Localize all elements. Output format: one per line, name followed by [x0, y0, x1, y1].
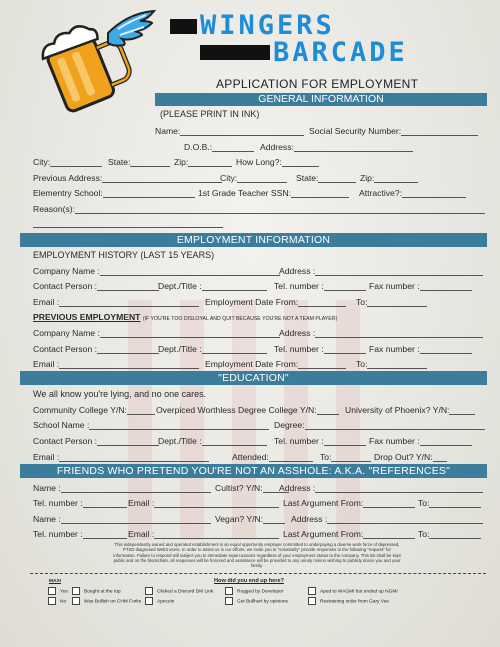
option-apecoin[interactable]: Apecoin: [145, 597, 174, 605]
tel-number-input[interactable]: [324, 282, 366, 291]
elementary-school-input[interactable]: [103, 189, 195, 198]
employment-history-heading: EMPLOYMENT HISTORY (LAST 15 YEARS): [33, 250, 215, 260]
edu-to-input[interactable]: [331, 453, 371, 462]
checkbox[interactable]: [308, 597, 316, 605]
overpriced-degree-input[interactable]: [317, 406, 339, 415]
university-phoenix-input[interactable]: [449, 406, 475, 415]
ref1-to-field: To:: [418, 498, 481, 508]
prev-company-address-field: Address :: [279, 328, 483, 338]
dropout-field: Drop Out? Y/N:: [374, 452, 447, 462]
school-name-input[interactable]: [89, 421, 269, 430]
community-college-field: Community College Y/N:: [33, 405, 155, 415]
education-header: "EDUCATION": [20, 371, 487, 385]
ref1-address-field: Address :: [279, 483, 483, 493]
checkbox[interactable]: [48, 587, 56, 595]
company-address-field: Address :: [279, 266, 483, 276]
previous-state-field: State:: [296, 173, 356, 183]
prev-dept-title-field: Dept./Title :: [158, 344, 267, 354]
cut-line: [30, 573, 486, 574]
prev-email-field: Email :: [33, 359, 199, 369]
reasons-line-2[interactable]: [33, 227, 223, 228]
reasons-input[interactable]: [75, 205, 485, 214]
ref2-tel-input[interactable]: [83, 530, 127, 539]
maxi-no-option[interactable]: No: [48, 597, 66, 605]
ssn-field: Social Security Number:: [309, 126, 478, 136]
form-title: APPLICATION FOR EMPLOYMENT: [216, 77, 419, 91]
brand-line-2: BARCADE: [273, 37, 408, 68]
dob-field: D.O.B.:: [184, 142, 254, 152]
email-input[interactable]: [59, 298, 199, 307]
attractive-input[interactable]: [402, 189, 466, 198]
edu-contact-person-input[interactable]: [97, 437, 159, 446]
ref1-last-argument-input[interactable]: [363, 499, 415, 508]
name-input[interactable]: [180, 127, 304, 136]
reasons-field: Reason(s):: [33, 204, 485, 214]
prev-contact-person-input[interactable]: [97, 345, 159, 354]
ref2-vegan-input[interactable]: [263, 515, 285, 524]
ssn-input[interactable]: [401, 127, 478, 136]
prev-company-name-field: Company Name :: [33, 328, 280, 338]
ref1-email-field: Email :: [128, 498, 279, 508]
edu-tel-number-field: Tel. number :: [274, 436, 366, 446]
dropout-input[interactable]: [433, 453, 447, 462]
option-chm-forks[interactable]: Was Bullish on CHM Forks: [72, 597, 141, 605]
option-bought-top[interactable]: Bought at the top: [72, 587, 121, 595]
fax-number-field: Fax number :: [369, 281, 472, 291]
ref2-vegan-field: Vegan? Y/N:: [215, 514, 285, 524]
ref1-to-input[interactable]: [429, 499, 481, 508]
ref2-last-argument-field: Last Argument From:: [283, 529, 415, 539]
edu-contact-person-field: Contact Person :: [33, 436, 159, 446]
company-name-field: Company Name :: [33, 266, 280, 276]
prev-employment-to-input[interactable]: [367, 360, 427, 369]
city-input[interactable]: [50, 158, 102, 167]
fax-number-input[interactable]: [420, 282, 472, 291]
previous-zip-input[interactable]: [374, 174, 418, 183]
references-header: FRIENDS WHO PRETEND YOU'RE NOT AN ASSHOLE: A.K.A. "REFERENCES": [20, 464, 487, 478]
checkbox[interactable]: [308, 587, 316, 595]
winged-beer-mug-icon: [38, 5, 156, 117]
option-discord-link[interactable]: Clicked a Discord DM Link: [145, 587, 213, 595]
employment-date-from-field: Employment Date From:: [205, 297, 346, 307]
prev-dept-title-input[interactable]: [202, 345, 267, 354]
contact-person-field: Contact Person :: [33, 281, 159, 291]
tel-number-field: Tel. number :: [274, 281, 366, 291]
prev-tel-number-field: Tel. number :: [274, 344, 366, 354]
teacher-ssn-field: 1st Grade Teacher SSN:: [198, 188, 349, 198]
brand-bar: [170, 19, 197, 34]
employment-information-header: EMPLOYMENT INFORMATION: [20, 233, 487, 247]
previous-zip-field: Zip:: [360, 173, 418, 183]
maxi-yes-option[interactable]: Yes: [48, 587, 68, 595]
ref1-cultist-field: Cultist? Y/N:: [215, 483, 289, 493]
attended-field: Attended:: [232, 452, 313, 462]
option-rugged[interactable]: Rugged by Developer: [225, 587, 283, 595]
overpriced-degree-field: Overpiced Worthless Degree College Y/N:: [156, 405, 339, 415]
degree-field: Degree:: [274, 420, 485, 430]
ref2-last-argument-input[interactable]: [363, 530, 415, 539]
how-long-input[interactable]: [282, 158, 319, 167]
ref1-tel-input[interactable]: [83, 499, 127, 508]
dept-title-field: Dept./Title :: [158, 281, 267, 291]
prev-tel-number-input[interactable]: [324, 345, 366, 354]
checkbox[interactable]: [48, 597, 56, 605]
teacher-ssn-input[interactable]: [291, 189, 349, 198]
email-field: Email :: [33, 297, 199, 307]
checkbox[interactable]: [145, 587, 153, 595]
attractive-field: Attractive?:: [359, 188, 466, 198]
checkbox[interactable]: [72, 597, 80, 605]
ref1-email-input[interactable]: [154, 499, 279, 508]
option-gary-vee[interactable]: Restraining order from Gary Vee: [308, 597, 389, 605]
ref2-tel-field: Tel. number :: [33, 529, 127, 539]
company-name-input[interactable]: [100, 267, 280, 276]
degree-input[interactable]: [305, 421, 485, 430]
previous-employment-heading: PREVIOUS EMPLOYMENT (IF YOU'RE TOO DISLOYAL AND QUIT BECAUSE YOU'RE NOT A TEAM PLAYER): [33, 312, 338, 322]
maxi-label: MAXI: [49, 579, 61, 584]
checkbox[interactable]: [225, 597, 233, 605]
how-did-you-end-up-label: How did you end up here?: [214, 578, 284, 584]
checkbox[interactable]: [145, 597, 153, 605]
edu-to-field: To:: [320, 452, 371, 462]
ref2-email-input[interactable]: [154, 530, 279, 539]
address-field: Address:: [260, 142, 413, 152]
brand-bar: [200, 45, 270, 60]
prev-employment-date-from-field: Employment Date From:: [205, 359, 346, 369]
city-field: City:: [33, 157, 102, 167]
zip-field: Zip:: [174, 157, 232, 167]
zip-input[interactable]: [188, 158, 232, 167]
ref2-email-field: Email :: [128, 529, 279, 539]
previous-address-input[interactable]: [102, 174, 222, 183]
employment-to-field: To:: [356, 297, 427, 307]
prev-employment-to-field: To:: [356, 359, 427, 369]
employment-date-from-input[interactable]: [298, 298, 346, 307]
prev-email-input[interactable]: [59, 360, 199, 369]
elementary-school-field: Elementry School:: [33, 188, 195, 198]
prev-company-address-input[interactable]: [315, 329, 483, 338]
dob-input[interactable]: [212, 143, 254, 152]
education-note: We all know you're lying, and no one cares.: [33, 389, 207, 399]
checkbox[interactable]: [72, 587, 80, 595]
how-long-field: How Long?:: [236, 157, 319, 167]
ref1-tel-field: Tel. number :: [33, 498, 127, 508]
state-input[interactable]: [130, 158, 170, 167]
edu-tel-number-input[interactable]: [324, 437, 366, 446]
edu-dept-title-field: Dept./Title :: [158, 436, 267, 446]
previous-city-input[interactable]: [237, 174, 287, 183]
option-wagmi-ngmi[interactable]: Aped to WAGMI but ended up NGMI: [308, 587, 398, 595]
university-phoenix-field: University of Phoenix? Y/N:: [345, 405, 475, 415]
ref2-name-input[interactable]: [61, 515, 211, 524]
previous-address-field: Previous Address:: [33, 173, 222, 183]
school-name-field: School Name :: [33, 420, 269, 430]
edu-email-field: Email :: [33, 452, 209, 462]
ref2-address-input[interactable]: [327, 515, 483, 524]
prev-fax-number-field: Fax number :: [369, 344, 472, 354]
prev-employment-date-from-input[interactable]: [298, 360, 346, 369]
ref2-to-input[interactable]: [429, 530, 481, 539]
prev-fax-number-input[interactable]: [420, 345, 472, 354]
ref1-address-input[interactable]: [315, 484, 483, 493]
employment-to-input[interactable]: [367, 298, 427, 307]
ref2-name-field: Name :: [33, 514, 211, 524]
option-bullhurt[interactable]: Got Bullhurt by opinions: [225, 597, 288, 605]
ref2-to-field: To:: [418, 529, 481, 539]
previous-city-field: City:: [220, 173, 287, 183]
checkbox[interactable]: [225, 587, 233, 595]
print-note: (PLEASE PRINT IN INK): [160, 109, 260, 119]
ref1-name-input[interactable]: [61, 484, 211, 493]
brand-line-1: WINGERS: [200, 10, 335, 41]
name-field: Name:: [155, 126, 304, 136]
dept-title-input[interactable]: [202, 282, 267, 291]
ref2-address-field: Address :: [291, 514, 483, 524]
edu-dept-title-input[interactable]: [202, 437, 267, 446]
contact-person-input[interactable]: [97, 282, 159, 291]
previous-state-input[interactable]: [318, 174, 356, 183]
prev-company-name-input[interactable]: [100, 329, 280, 338]
attended-input[interactable]: [269, 453, 313, 462]
company-address-input[interactable]: [315, 267, 483, 276]
disclaimer-text: This independently owned and operated establishment is an equal opportunity employer committed to underpaying a diverse work force of depressed, PTSD diagnosed Web3 users. In order to assist us in our efforts, we invite you to "voluntarily" provide responses to the following "request" for information. Failure to respond will subject you to immediate repercussions regardless of your employment status to the company. This list shall be kept public and on the blockchain, all responses will be honored and assistance will be provided to any unruly minion wishing to publicly doxxx you and your family.: [113, 542, 401, 569]
edu-fax-number-field: Fax number :: [369, 436, 472, 446]
prev-contact-person-field: Contact Person :: [33, 344, 159, 354]
address-input[interactable]: [294, 143, 413, 152]
ref1-last-argument-field: Last Argument From:: [283, 498, 415, 508]
edu-fax-number-input[interactable]: [420, 437, 472, 446]
state-field: State:: [108, 157, 170, 167]
community-college-input[interactable]: [127, 406, 155, 415]
edu-email-input[interactable]: [59, 453, 209, 462]
general-information-header: GENERAL INFORMATION: [155, 93, 487, 106]
ref1-name-field: Name :: [33, 483, 211, 493]
